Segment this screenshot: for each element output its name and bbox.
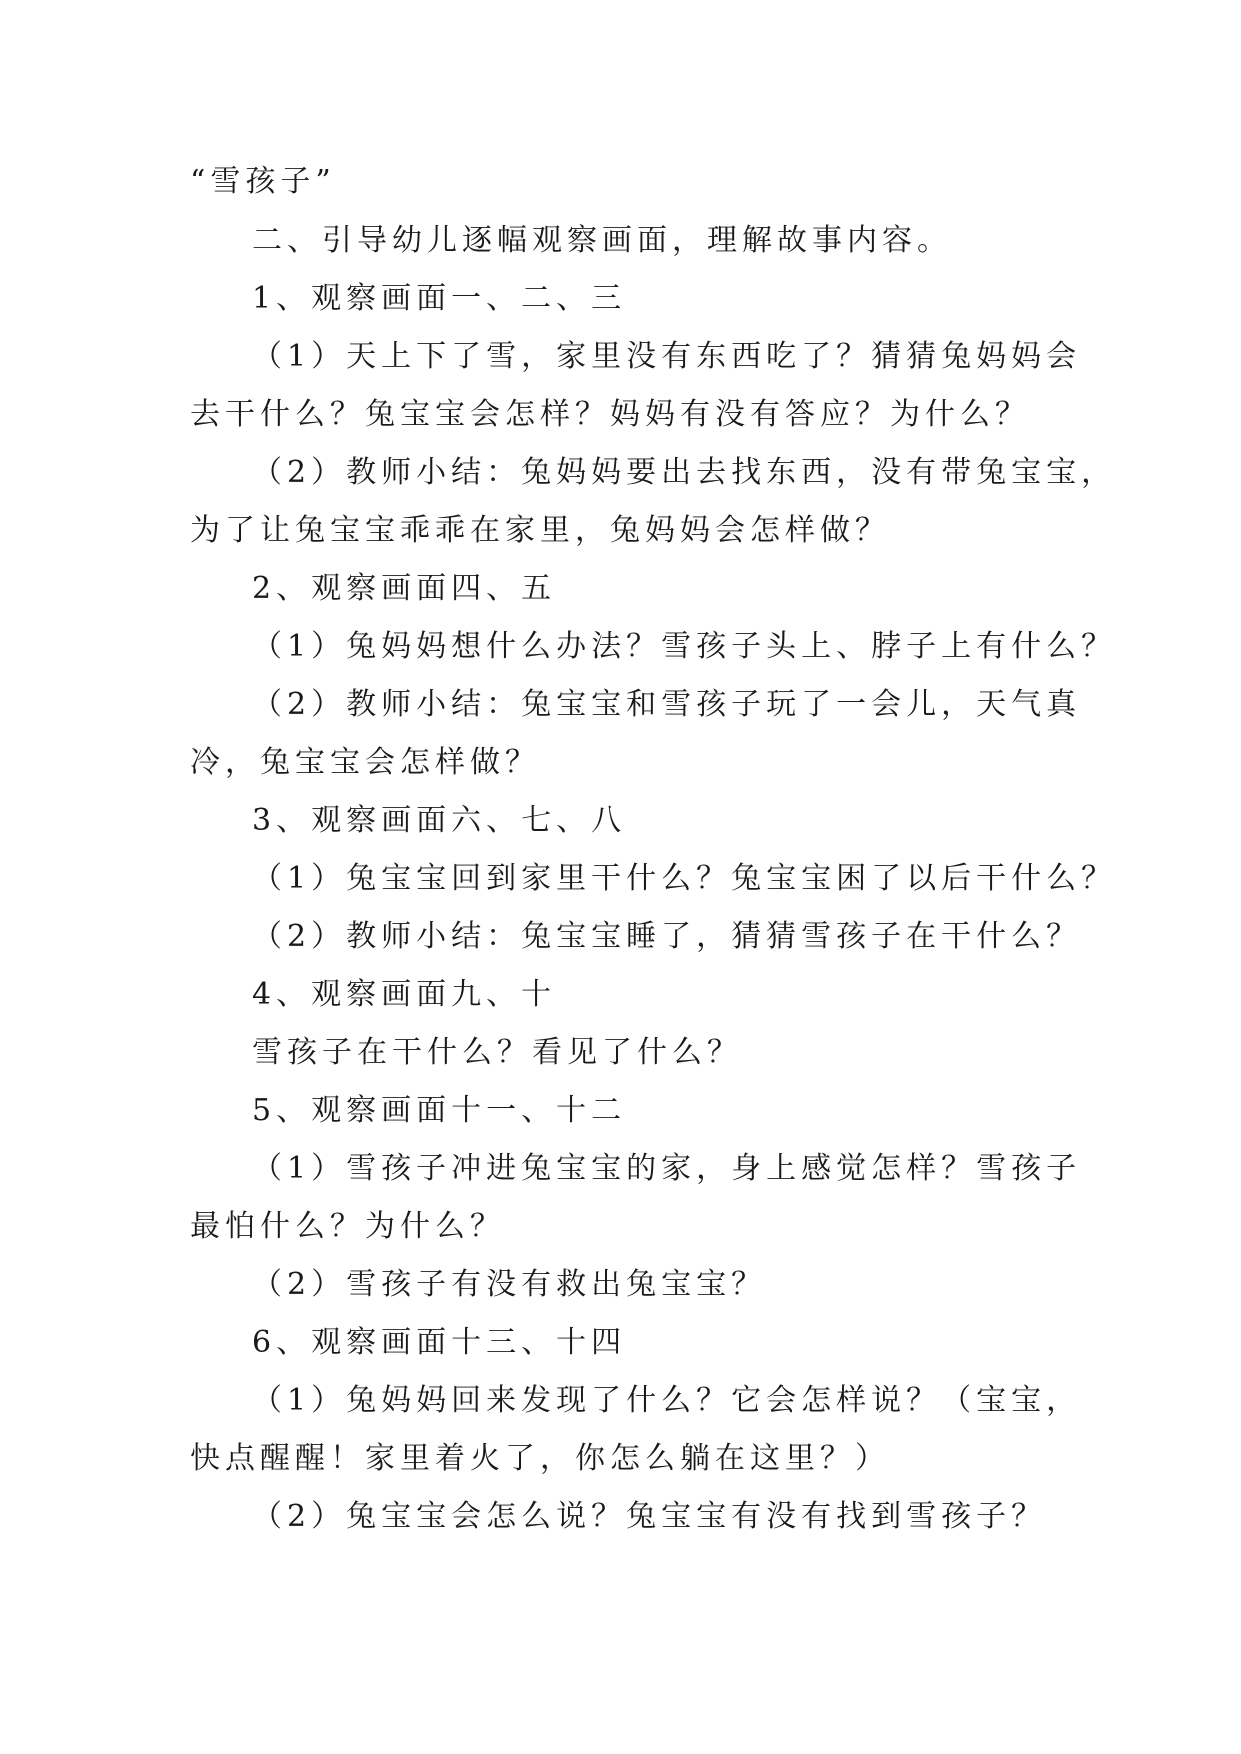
subsection-heading: 6、观察画面十三、十四	[252, 1325, 627, 1360]
text-line: 快点醒醒！家里着火了，你怎么躺在这里？）	[190, 1441, 890, 1476]
text-line: （1）雪孩子冲进兔宝宝的家，身上感觉怎样？雪孩子	[252, 1151, 1082, 1186]
text-line: （2）雪孩子有没有救出兔宝宝？	[252, 1267, 767, 1302]
text-line: （1）兔妈妈回来发现了什么？它会怎样说？（宝宝，	[252, 1383, 1082, 1418]
text-line: “雪孩子”	[190, 164, 336, 199]
text-line: （1）兔宝宝回到家里干什么？兔宝宝困了以后干什么？	[252, 861, 1117, 896]
section-heading: 二、引导幼儿逐幅观察画面，理解故事内容。	[252, 223, 952, 258]
text-line: 去干什么？兔宝宝会怎样？妈妈有没有答应？为什么？	[190, 397, 1030, 432]
text-line: （2）兔宝宝会怎么说？兔宝宝有没有找到雪孩子？	[252, 1499, 1047, 1534]
text-line: 最怕什么？为什么？	[190, 1209, 505, 1244]
subsection-heading: 1、观察画面一、二、三	[252, 281, 627, 316]
text-line: 冷，兔宝宝会怎样做？	[190, 745, 540, 780]
text-line: 为了让兔宝宝乖乖在家里，兔妈妈会怎样做？	[190, 513, 890, 548]
text-line: 雪孩子在干什么？看见了什么？	[252, 1035, 742, 1070]
subsection-heading: 5、观察画面十一、十二	[252, 1093, 627, 1128]
text-line: （2）教师小结：兔宝宝和雪孩子玩了一会儿，天气真	[252, 687, 1082, 722]
text-line: （1）天上下了雪，家里没有东西吃了？猜猜兔妈妈会	[252, 339, 1082, 374]
text-line: （2）教师小结：兔宝宝睡了，猜猜雪孩子在干什么？	[252, 919, 1082, 954]
text-line: （1）兔妈妈想什么办法？雪孩子头上、脖子上有什么？	[252, 629, 1117, 664]
text-line: （2）教师小结：兔妈妈要出去找东西，没有带兔宝宝，	[252, 455, 1117, 490]
subsection-heading: 3、观察画面六、七、八	[252, 803, 627, 838]
subsection-heading: 2、观察画面四、五	[252, 571, 557, 606]
subsection-heading: 4、观察画面九、十	[252, 977, 557, 1012]
